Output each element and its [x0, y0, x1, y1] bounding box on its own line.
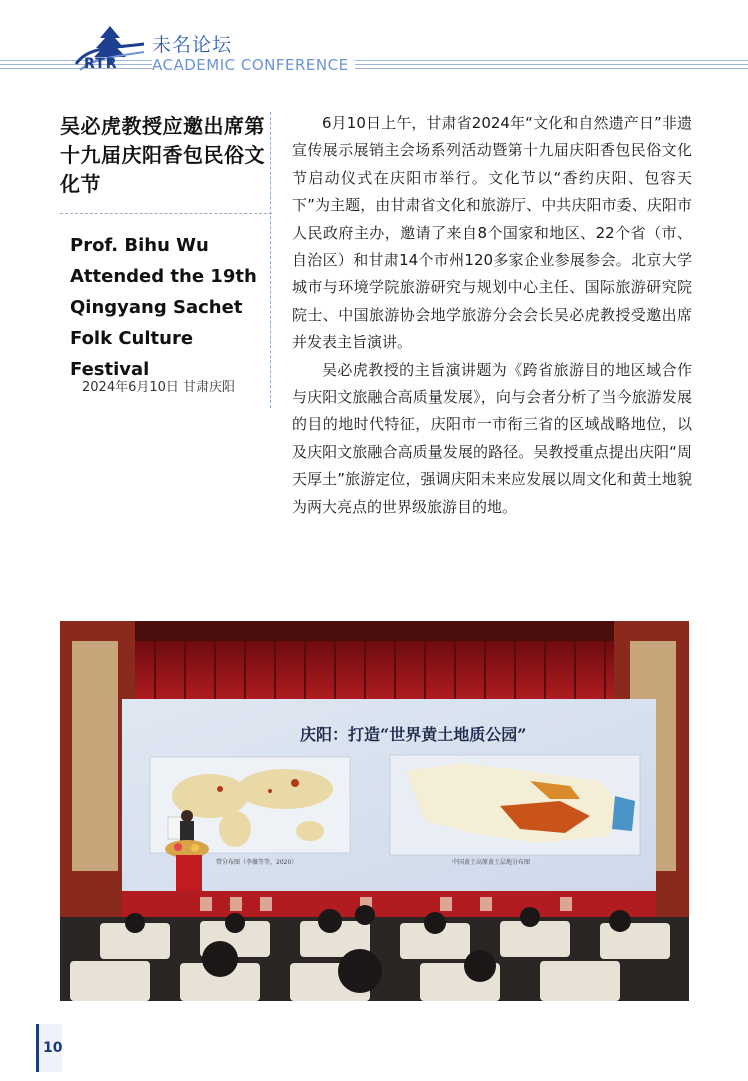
article-title-en: Prof. Bihu Wu Attended the 19th Qingyang Sachet Folk Culture Festival: [70, 235, 257, 380]
article-heading-block: [60, 112, 270, 395]
slide-title: 庆阳：打造“世界黄土地质公园”: [300, 725, 527, 744]
brand-name-en: ACADEMIC CONFERENCE: [152, 56, 355, 74]
slide-caption-right: 中国黄土高原黄土层地分布图: [452, 859, 531, 866]
page-header: [0, 0, 748, 90]
brand-name-cn: 未名论坛: [152, 34, 233, 56]
event-photo: [60, 621, 689, 1001]
body-paragraph: 吴必虎教授的主旨演讲题为《跨省旅游目的地区域合作与庆阳文旅融合高质量发展》，向与会者分析了当今旅游发展的目的地时代特征，庆阳市一市衔三省的区域战略地位，以及庆阳文旅融合高质量发展的路径。吴教授重点提出庆阳“周天厚土”旅游定位，强调庆阳未来应发展以周文化和黄土地貌为两大亮点的世界级旅游目的地。: [292, 360, 692, 516]
page-number: 10: [43, 1040, 63, 1056]
slide-caption-left: 带分布图（李薇等等，2020）: [216, 859, 298, 866]
article-body: [292, 110, 692, 521]
article-title-cn: 吴必虎教授应邀出席第十九届庆阳香包民俗文化节: [60, 114, 265, 196]
logo-text: RTR: [84, 56, 118, 72]
column-divider: [270, 112, 271, 408]
title-divider: [60, 213, 272, 214]
event-photo-image: [60, 621, 689, 1001]
body-paragraph: 6月10日上午，甘肃省2024年“文化和自然遗产日”非遗宣传展示展销主会场系列活动暨第十九届庆阳香包民俗文化节启动仪式在庆阳市举行。文化节以“香约庆阳、包容天下”为主题，由甘肃省文化和旅游厅、中共庆阳市委、庆阳市人民政府主办，邀请了来自8个国家和地区、22个省（市、自治区）和甘肃14个市州120多家企业参展参会。北京大学城市与环境学院旅游研究与规划中心主任、国际旅游研究院院士、中国旅游协会地学旅游分会会长吴必虎教授受邀出席并发表主旨演讲。: [292, 114, 692, 352]
article-date-location: 2024年6月10日 甘肃庆阳: [82, 380, 236, 395]
